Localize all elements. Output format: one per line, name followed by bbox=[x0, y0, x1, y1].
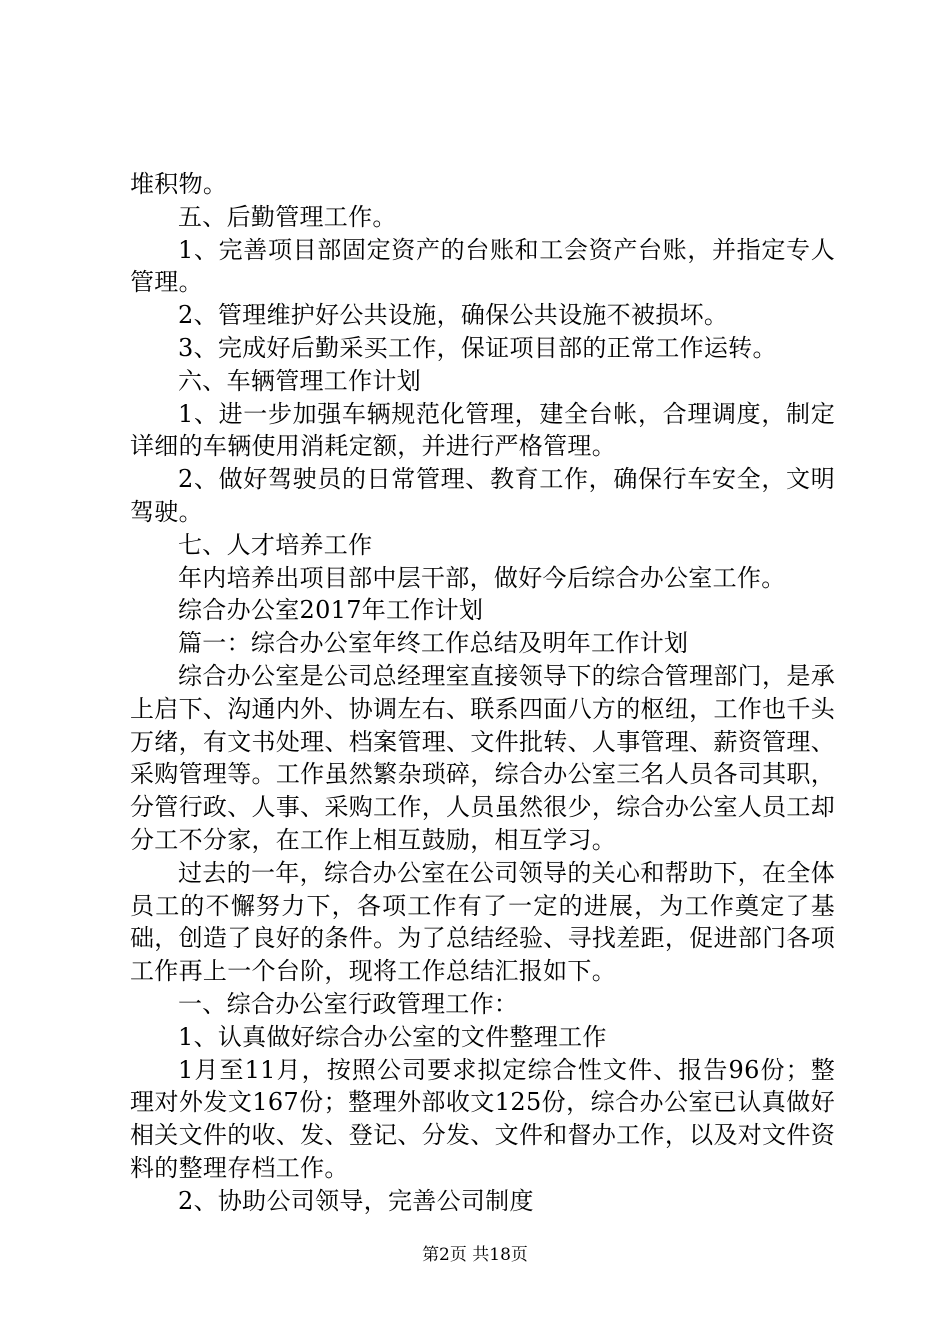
paragraph: 1、完善项目部固定资产的台账和工会资产台账，并指定专人管理。 bbox=[130, 235, 835, 297]
paragraph: 2、协助公司领导，完善公司制度 bbox=[178, 1186, 534, 1215]
paragraph: 2、做好驾驶员的日常管理、教育工作，确保行车安全，文明驾驶。 bbox=[130, 465, 835, 526]
paragraph: 3、完成好后勤采买工作，保证项目部的正常工作运转。 bbox=[178, 333, 777, 362]
paragraph: 综合办公室2017年工作计划 bbox=[178, 596, 484, 625]
paragraph: 七、人才培养工作 bbox=[178, 530, 373, 559]
paragraph: 堆积物。 bbox=[130, 170, 228, 198]
paragraph: 六、车辆管理工作计划 bbox=[178, 366, 421, 395]
paragraph: 五、后勤管理工作。 bbox=[178, 202, 397, 231]
paragraph: 1月至11月，按照公司要求拟定综合性文件、报告96份；整理对外发文167份；整理外部收文125份，综合办公室已认真做好相关文件的收、发、登记、分发、文件和督办工作，以及对文件资料的整理存档工作。 bbox=[130, 1055, 835, 1182]
paragraph: 一、综合办公室行政管理工作： bbox=[178, 989, 519, 1018]
paragraph: 1、认真做好综合办公室的文件整理工作 bbox=[178, 1022, 607, 1051]
paragraph: 2、管理维护好公共设施，确保公共设施不被损坏。 bbox=[178, 301, 729, 330]
paragraph: 过去的一年，综合办公室在公司领导的关心和帮助下，在全体员工的不懈努力下，各项工作有了一定的进展，为工作奠定了基础，创造了良好的条件。为了总结经验、寻找差距，促进部门各项工作再上一个台阶，现将工作总结汇报如下。 bbox=[130, 858, 835, 986]
paragraph: 1、进一步加强车辆规范化管理，建全台帐，合理调度，制定详细的车辆使用消耗定额，并进行严格管理。 bbox=[130, 399, 835, 461]
page-footer: 第2页 共18页 bbox=[422, 1245, 528, 1265]
document-body bbox=[130, 168, 835, 1218]
paragraph: 篇一：综合办公室年终工作总结及明年工作计划 bbox=[178, 629, 689, 658]
paragraph: 综合办公室是公司总经理室直接领导下的综合管理部门，是承上启下、沟通内外、协调左右、联系四面八方的枢纽，工作也千头万绪，有文书处理、档案管理、文件批转、人事管理、薪资管理、采购管理等。工作虽然繁杂琐碎，综合办公室三名人员各司其职，分管行政、人事、采购工作，人员虽然很少，综合办公室人员工却分工不分家，在工作上相互鼓励，相互学习。 bbox=[130, 661, 835, 854]
paragraph: 年内培养出项目部中层干部，做好今后综合办公室工作。 bbox=[178, 563, 786, 592]
